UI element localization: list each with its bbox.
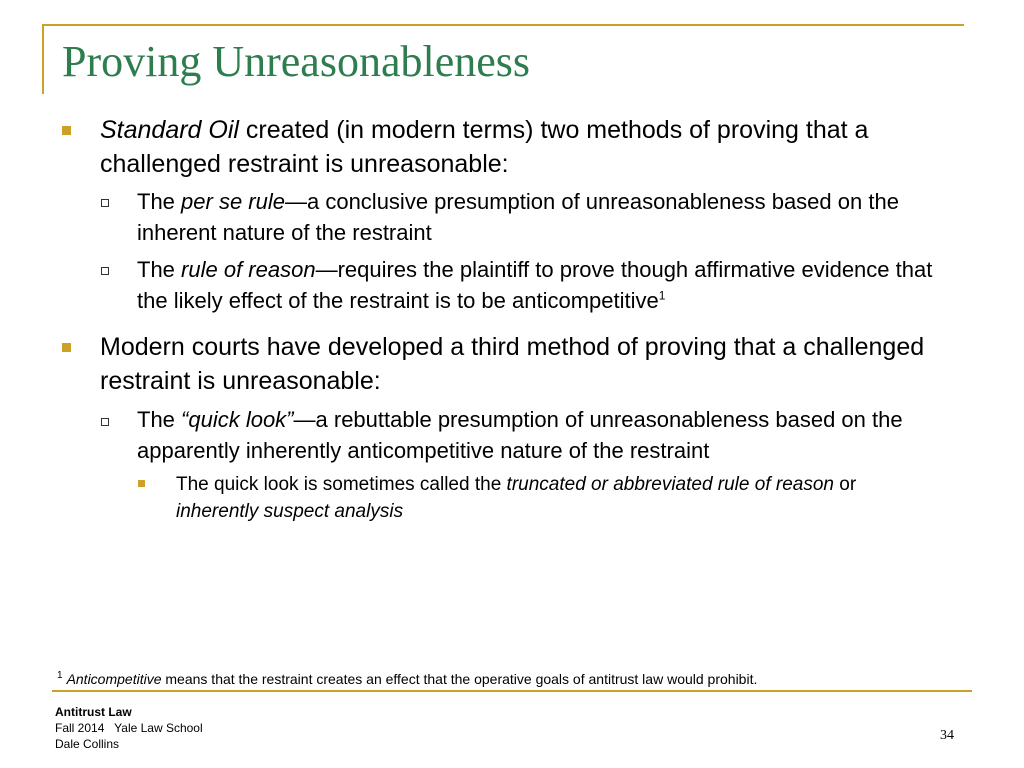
bullet-text-pre: The quick look is sometimes called the bbox=[176, 474, 507, 495]
sub-sub-bullet-quick-look-names bbox=[176, 471, 916, 525]
bullet-text: —requires the plaintiff to prove though affirmative evidence that the likely effect of the restraint is to be anticompetitive bbox=[137, 257, 933, 313]
title-frame-top-rule bbox=[42, 24, 964, 26]
square-bullet-icon bbox=[62, 126, 71, 135]
footer-author: Dale Collins bbox=[55, 737, 120, 751]
footnote-ref: 1 bbox=[658, 288, 666, 303]
term-per-se-rule: per se rule bbox=[181, 189, 285, 214]
case-name: Standard Oil bbox=[100, 116, 239, 144]
page-number: 34 bbox=[940, 728, 954, 743]
sub-bullet-per-se-rule bbox=[137, 186, 957, 248]
sub-bullet-rule-of-reason bbox=[137, 254, 957, 316]
bullet-text: created (in modern terms) two methods of proving that a challenged restraint is unreasonable: bbox=[100, 116, 869, 178]
hollow-square-bullet-icon bbox=[101, 418, 109, 426]
footer-course: Antitrust Law bbox=[55, 705, 132, 719]
sub-bullet-quick-look bbox=[137, 404, 957, 466]
square-bullet-icon bbox=[62, 343, 71, 352]
bullet-text: —a rebuttable presumption of unreasonableness based on the apparently inherently anticompetitive nature of the restraint bbox=[137, 407, 903, 463]
footnote-text: means that the restraint creates an effect that the operative goals of antitrust law would prohibit. bbox=[161, 671, 758, 687]
small-square-bullet-icon bbox=[138, 480, 145, 487]
slide-title: Proving Unreasonableness bbox=[62, 37, 531, 86]
bullet-text: Modern courts have developed a third method of proving that a challenged restraint is unreasonable: bbox=[100, 333, 925, 395]
footer-rule bbox=[52, 690, 972, 692]
bullet-text-mid: or bbox=[833, 474, 857, 495]
footnote-marker: 1 bbox=[57, 670, 63, 682]
bullet-modern-courts bbox=[100, 330, 960, 398]
hollow-square-bullet-icon bbox=[101, 199, 109, 207]
term-rule-of-reason: rule of reason bbox=[181, 257, 316, 282]
hollow-square-bullet-icon bbox=[101, 267, 109, 275]
bullet-text-pre: The bbox=[137, 407, 182, 432]
term-inherently-suspect: inherently suspect analysis bbox=[176, 501, 404, 522]
bullet-standard-oil bbox=[100, 113, 960, 181]
bullet-text: —a conclusive presumption of unreasonableness based on the inherent nature of the restraint bbox=[137, 189, 899, 245]
term-truncated-rule: truncated or abbreviated rule of reason bbox=[506, 474, 834, 495]
footnote-term: Anticompetitive bbox=[66, 671, 162, 687]
footer-term: Fall 2014 Yale Law School bbox=[55, 721, 203, 735]
term-quick-look: “quick look” bbox=[181, 407, 294, 432]
footnote bbox=[57, 669, 957, 689]
bullet-text-pre: The bbox=[137, 257, 182, 282]
footer-info bbox=[55, 704, 203, 752]
bullet-text-pre: The bbox=[137, 189, 182, 214]
title-frame-left-rule bbox=[42, 24, 44, 94]
